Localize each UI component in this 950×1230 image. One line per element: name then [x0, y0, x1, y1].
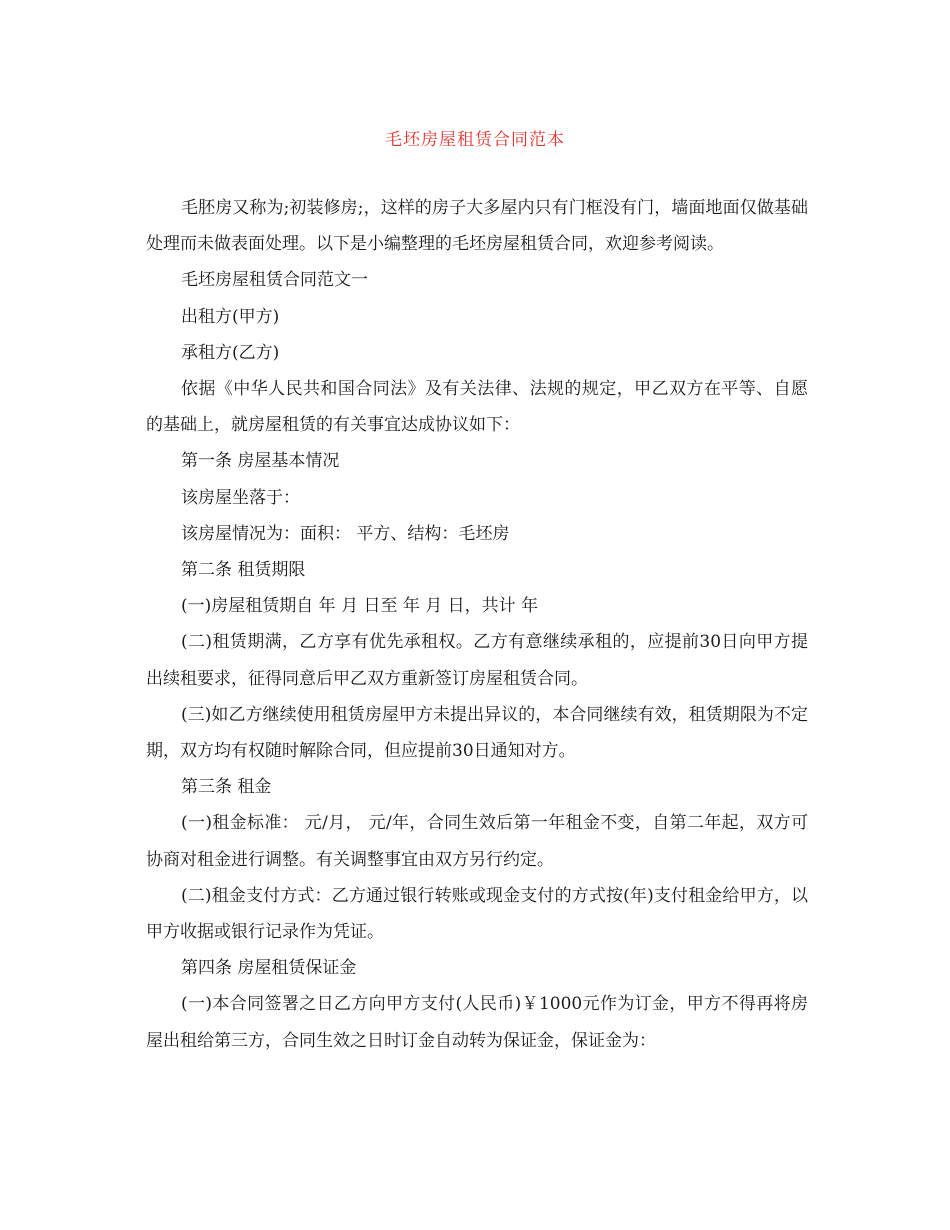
document-title: 毛坯房屋租赁合同范本 [385, 130, 565, 150]
sample-heading: 毛坯房屋租赁合同范文一 [181, 270, 368, 291]
lessee-line: 承租方(乙方) [181, 342, 280, 363]
article-4-heading: 第四条 房屋租赁保证金 [181, 958, 357, 979]
preamble-paragraph: 依据《中华人民共和国合同法》及有关法律、法规的规定，甲乙双方在平等、自愿的基础上，就房屋租赁的有关事宜达成协议如下： [146, 379, 808, 436]
continued-use-clause: (三)如乙方继续使用租赁房屋甲方未提出异议的，本合同继续有效，租赁期限为不定期，双方均有权随时解除合同，但应提前30日通知对方。 [146, 704, 808, 762]
lessor-line: 出租方(甲方) [181, 306, 280, 327]
lease-term-clause: (一)房屋租赁期自 年 月 日至 年 月 日，共计 年 [181, 596, 539, 617]
deposit-clause: (一)本合同签署之日乙方向甲方支付(人民币)￥1000元作为订金，甲方不得再将房屋出租给第三方，合同生效之日时订金自动转为保证金，保证金为： [146, 994, 808, 1051]
article-1-heading: 第一条 房屋基本情况 [181, 451, 340, 472]
property-location: 该房屋坐落于： [181, 487, 300, 508]
document-body [146, 190, 808, 1059]
rent-payment-clause: (二)租金支付方式：乙方通过银行转账或现金支付的方式按(年)支付租金给甲方，以甲方收据或银行记录作为凭证。 [146, 885, 808, 943]
rent-standard-clause: (一)租金标准： 元/月， 元/年，合同生效后第一年租金不变，自第二年起，双方可协商对租金进行调整。有关调整事宜由双方另行约定。 [146, 813, 808, 870]
article-3-heading: 第三条 租金 [181, 777, 272, 798]
article-2-heading: 第二条 租赁期限 [181, 560, 306, 581]
renewal-clause: (二)租赁期满，乙方享有优先承租权。乙方有意继续承租的，应提前30日向甲方提出续租要求，征得同意后甲乙双方重新签订房屋租赁合同。 [146, 632, 808, 689]
property-details: 该房屋情况为：面积： 平方、结构：毛坯房 [181, 523, 510, 544]
intro-paragraph: 毛胚房又称为;初装修房;，这样的房子大多屋内只有门框没有门，墙面地面仅做基础处理而未做表面处理。以下是小编整理的毛坯房屋租赁合同，欢迎参考阅读。 [146, 198, 808, 255]
